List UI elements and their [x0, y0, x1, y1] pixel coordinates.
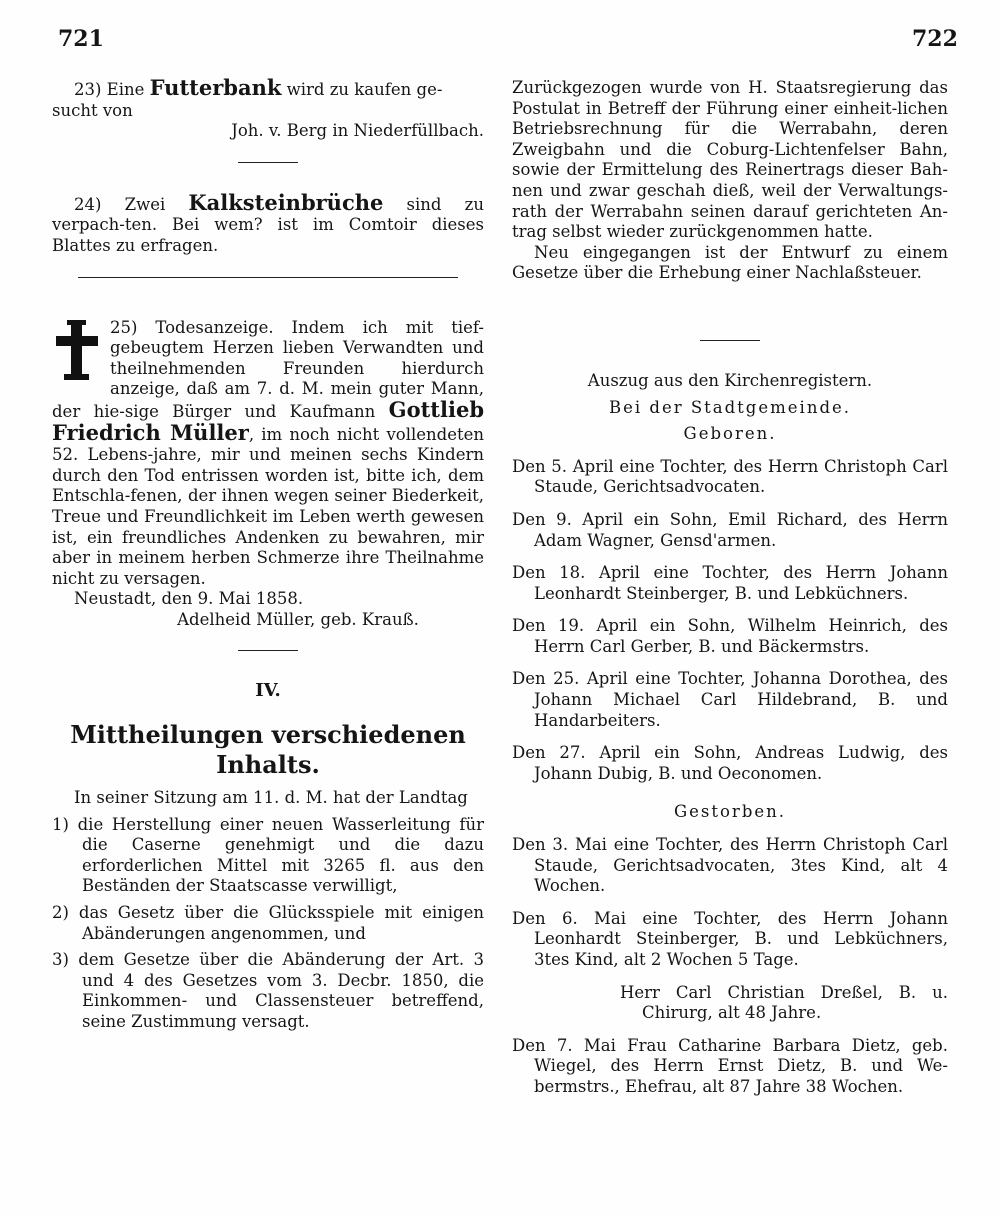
ad-23: [52, 75, 484, 121]
page-number-left: 721: [58, 26, 104, 52]
ad-23-item: Futterbank: [149, 75, 282, 100]
list-item: Den 9. April ein Sohn, Emil Richard, des Herrn Adam Wagner, Gensd'armen.: [512, 509, 948, 550]
ad-23-signature: Joh. v. Berg in Niederfüllbach.: [231, 121, 484, 141]
page-number-right: 722: [912, 26, 958, 52]
list-item: Den 3. Mai eine Tochter, des Herrn Christoph Carl Staude, Gerichtsadvocaten, 3tes Kind, alt 4 Wochen.: [512, 835, 948, 896]
ad-23-text-end: wird zu kaufen ge-: [281, 80, 443, 99]
death-notice-text-end: , im noch nicht vollendeten 52. Lebens-jahre, mir und meinen sechs Kindern durch den Tod entrissen worden ist, bitte ich, dem Entschla-fenen, der ihnen wegen seiner Biederkeit, Treue und Freundlichkeit im Leben werth gewesen ist, ein freundliches Andenken zu bewahren, mir aber in meinem herben Schmerze ihre Theilnahme nicht zu versagen.: [52, 424, 484, 588]
list-item: 1) die Herstellung einer neuen Wasserleitung für die Caserne genehmigt und die dazu erforderlichen Mittel mit 3265 fl. aus den Beständen der Staatscasse verwilligt,: [52, 814, 484, 896]
right-column: [512, 78, 948, 1098]
list-item: Den 5. April eine Tochter, des Herrn Christoph Carl Staude, Gerichtsadvocaten.: [512, 456, 948, 497]
extract-title: Auszug aus den Kirchenregistern.: [587, 370, 873, 390]
left-column: [52, 75, 484, 1033]
new-bill-paragraph: Neu eingegangen ist der Entwurf zu einem Gesetze über die Erhebung einer Nachlaßsteuer.: [512, 242, 948, 283]
section-numeral: IV.: [255, 680, 281, 702]
list-item: Den 25. April eine Tochter, Johanna Dorothea, des Johann Michael Carl Hildebrand, B. und Handarbeiters.: [512, 669, 948, 730]
death-notice-dateline: Neustadt, den 9. Mai 1858.: [74, 589, 304, 609]
list-item: Den 19. April ein Sohn, Wilhelm Heinrich, des Herrn Carl Gerber, B. und Bäckermstrs.: [512, 616, 948, 656]
list-item: 2) das Gesetz über die Glücksspiele mit einigen Abänderungen angenommen, und: [52, 903, 484, 943]
ad-24-text-start: 24) Zwei: [74, 194, 189, 214]
death-notice-text: 25) Todesanzeige. Indem ich mit tief-gebeugtem Herzen lieben Verwandten und theilnehmenden Freunden hierdurch anzeige, daß am 7. d. M. mein guter Mann, der hie-sige Bürger und Kaufmann: [52, 317, 484, 421]
death-notice: [52, 318, 484, 631]
ad-23-text-start: 23) Eine: [74, 80, 150, 99]
section-title: Mittheilungen verschiedenen Inhalts.: [70, 720, 466, 780]
list-item: Herr Carl Christian Dreßel, B. u. Chirurg, alt 48 Jahre.: [620, 982, 948, 1023]
list-item: Den 27. April ein Sohn, Andreas Ludwig, des Johann Dubig, B. und Oeconomen.: [512, 743, 948, 783]
ad-24: [52, 189, 484, 257]
list-item: Den 7. Mai Frau Catharine Barbara Dietz, geb. Wiegel, des Herrn Ernst Dietz, B. und We-bermstrs., Ehefrau, alt 87 Jahre 38 Wochen.: [512, 1035, 948, 1096]
deaths-heading: Gestorben.: [673, 802, 787, 822]
ad-24-text-end: sind zu verpach-ten. Bei wem? ist im Comtoir dieses Blattes zu erfragen.: [52, 194, 484, 255]
births-heading: Geboren.: [683, 424, 777, 444]
deceased-name: Gottlieb Friedrich Müller: [52, 396, 484, 445]
list-item: Den 6. Mai eine Tochter, des Herrn Johann Leonhardt Steinberger, B. und Lebküchners, 3tes Kind, alt 2 Wochen 5 Tage.: [512, 908, 948, 969]
section-intro: In seiner Sitzung am 11. d. M. hat der Landtag: [74, 788, 468, 808]
list-item: 3) dem Gesetze über die Abänderung der Art. 3 und 4 des Gesetzes vom 3. Decbr. 1850, die Einkommen- und Classensteuer betreffend, seine Zustimmung versagt.: [52, 950, 484, 1031]
cross-icon: [54, 320, 100, 380]
ad-24-item: Kalksteinbrüche: [188, 189, 384, 215]
death-notice-signature: Adelheid Müller, geb. Krauß.: [177, 609, 419, 629]
ad-23-text-line2: sucht von: [52, 100, 133, 120]
list-item: Den 18. April eine Tochter, des Herrn Johann Leonhardt Steinberger, B. und Lebküchners.: [512, 563, 948, 603]
continuation-paragraph: Zurückgezogen wurde von H. Staatsregierung das Postulat in Betreff der Führung einer einheit-lichen Betriebsrechnung für die Werrabahn, deren Zweigbahn und die Coburg-Lichtenfelser Bahn, sowie der Ermittelung des Reinertrags dieser Bah-nen und zwar geschah dieß, weil der Verwaltungs-rath der Werrabahn seinen darauf gerichteten An-trag selbst wieder zurückgenommen hatte.: [512, 78, 948, 242]
parish-heading: Bei der Stadtgemeinde.: [608, 397, 852, 417]
